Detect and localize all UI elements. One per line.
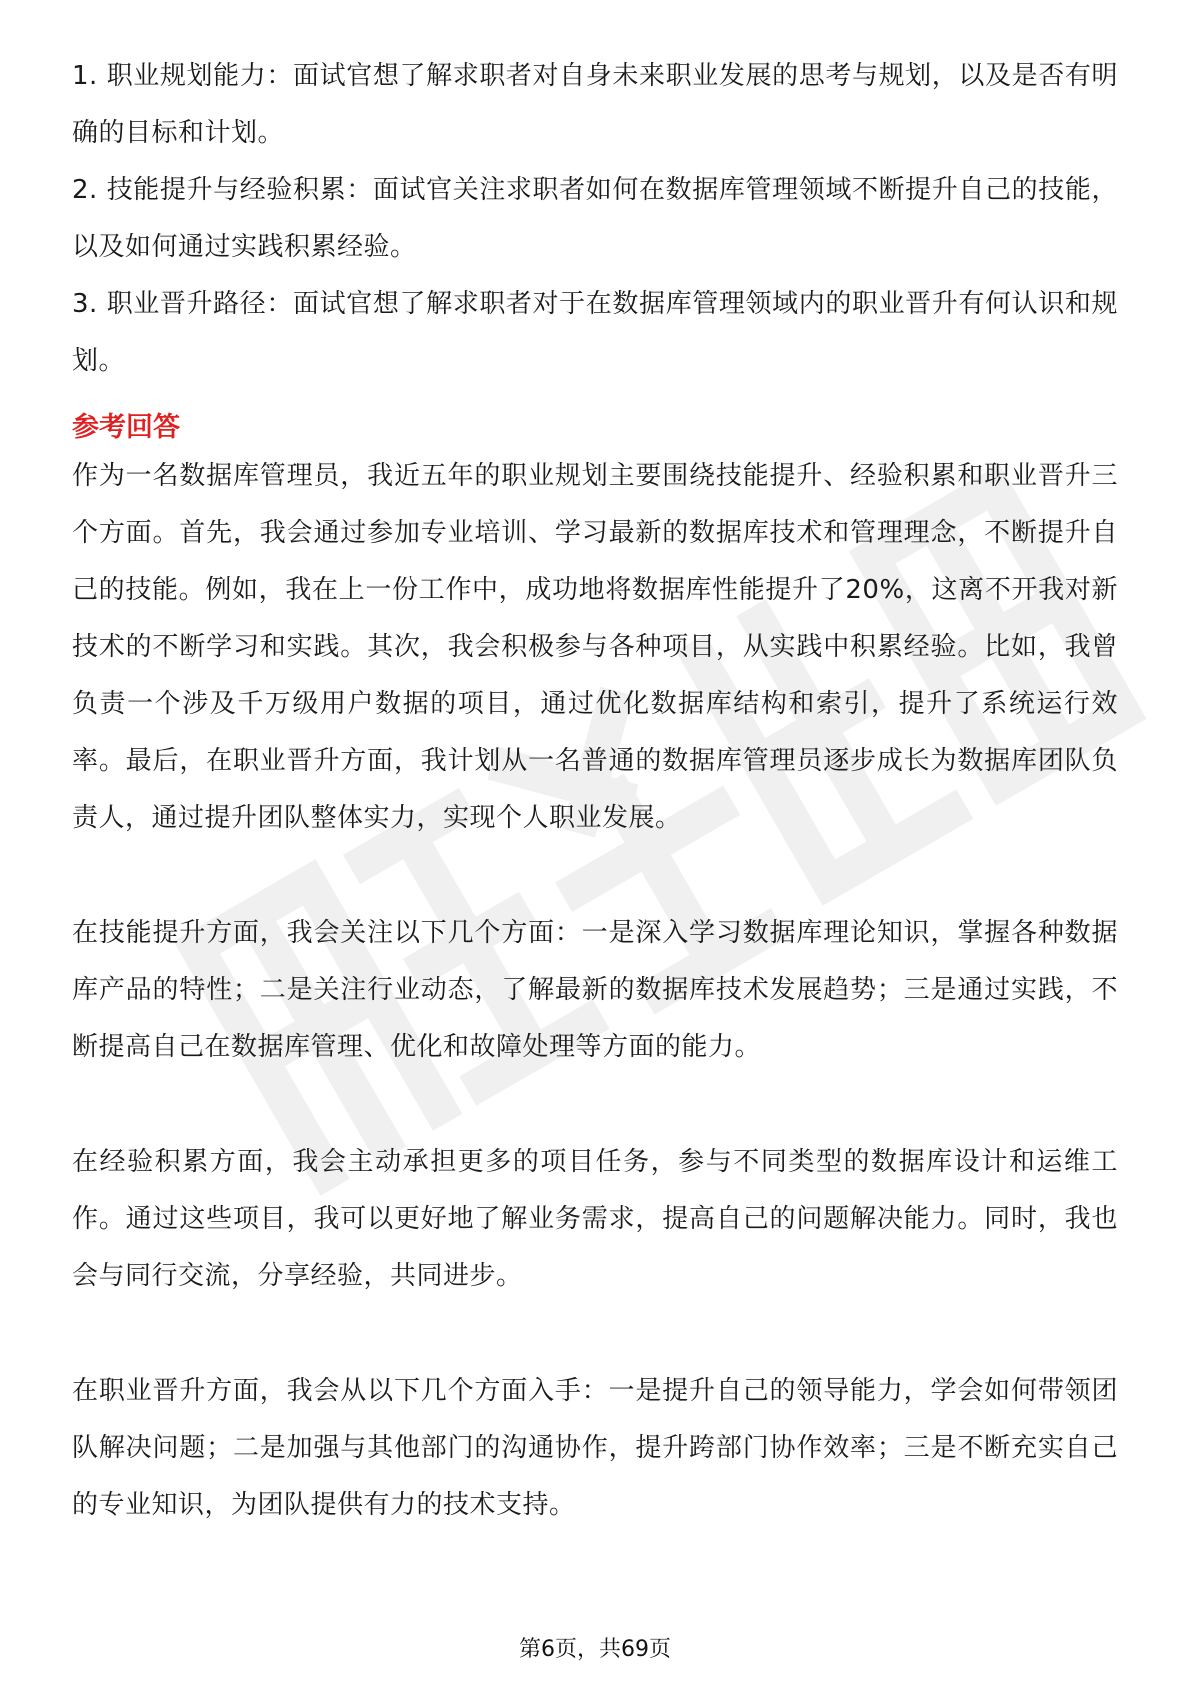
list-item: 2. 技能提升与经验积累：面试官关注求职者如何在数据库管理领域不断提升自己的技能，以及如何通过实践积累经验。 [72,175,1118,262]
list-item: 1. 职业规划能力：面试官想了解求职者对自身未来职业发展的思考与规划，以及是否有明确的目标和计划。 [72,61,1118,148]
section-heading: 参考回答 [72,412,180,443]
page-number-footer: 第6页，共69页 [519,1637,671,1662]
answer-paragraph: 作为一名数据库管理员，我近五年的职业规划主要围绕技能提升、经验积累和职业晋升三个方面。首先，我会通过参加专业培训、学习最新的数据库技术和管理理念，不断提升自己的技能。例如，我在上一份工作中，成功地将数据库性能提升了20%，这离不开我对新技术的不断学习和实践。其次，我会积极参与各种项目，从实践中积累经验。比如，我曾负责一个涉及千万级用户数据的项目，通过优化数据库结构和索引，提升了系统运行效率。最后，在职业晋升方面，我计划从一名普通的数据库管理员逐步成长为数据库团队负责人，通过提升团队整体实力，实现个人职业发展。 [72,461,1118,833]
document-content [72,48,1118,1534]
answer-paragraph: 在技能提升方面，我会关注以下几个方面：一是深入学习数据库理论知识，掌握各种数据库产品的特性；二是关注行业动态，了解最新的数据库技术发展趋势；三是通过实践，不断提高自己在数据库管理、优化和故障处理等方面的能力。 [72,918,1118,1062]
paragraph-spacer [72,1076,1118,1134]
paragraph-spacer [72,847,1118,905]
answer-paragraph: 在经验积累方面，我会主动承担更多的项目任务，参与不同类型的数据库设计和运维工作。通过这些项目，我可以更好地了解业务需求，提高自己的问题解决能力。同时，我也会与同行交流，分享经验，共同进步。 [72,1147,1118,1291]
list-item: 3. 职业晋升路径：面试官想了解求职者对于在数据库管理领域内的职业晋升有何认识和规划。 [72,289,1118,376]
paragraph-spacer [72,1305,1118,1363]
answer-paragraph: 在职业晋升方面，我会从以下几个方面入手：一是提升自己的领导能力，学会如何带领团队解决问题；二是加强与其他部门的沟通协作，提升跨部门协作效率；三是不断充实自己的专业知识，为团队提供有力的技术支持。 [72,1376,1118,1520]
